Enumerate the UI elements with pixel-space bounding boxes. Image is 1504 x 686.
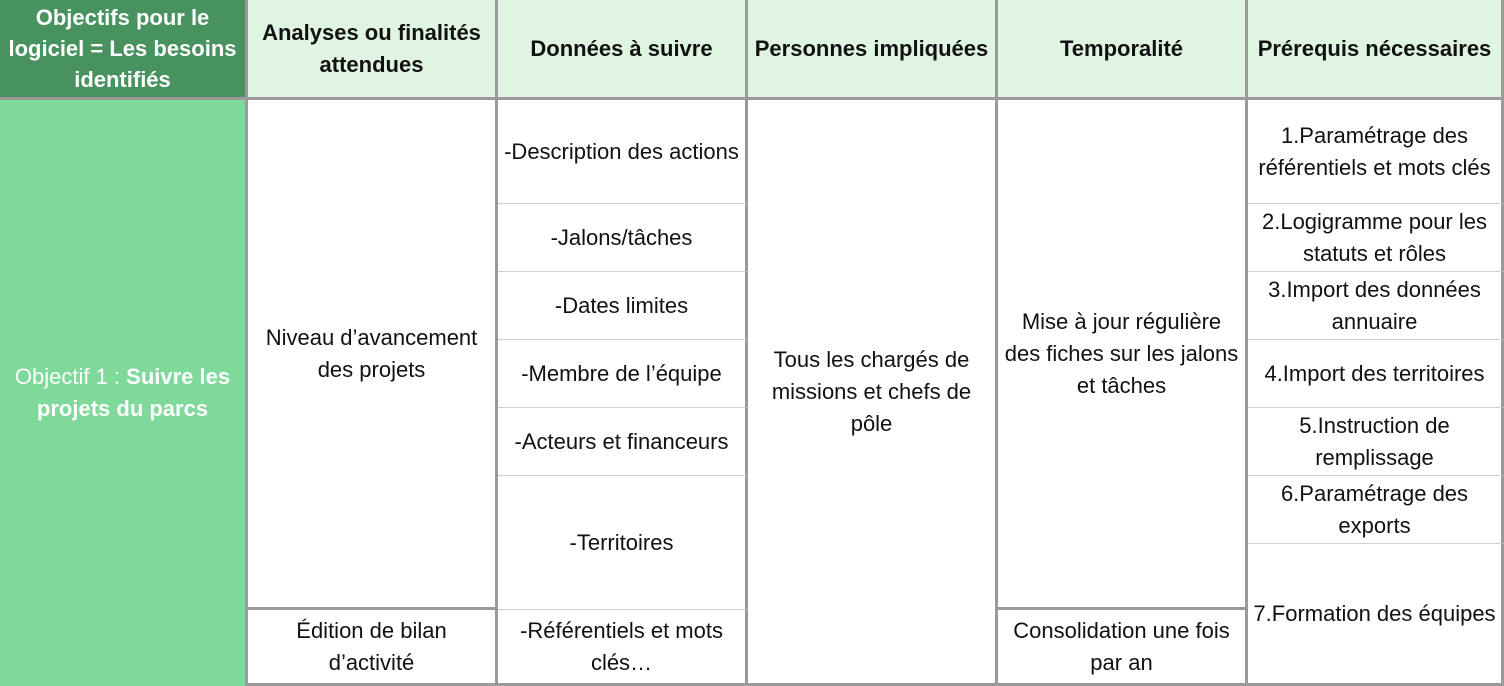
donnee-cell-5: -Acteurs et financeurs	[498, 408, 748, 476]
prerequis-cell-4: 4.Import des territoires	[1248, 340, 1504, 408]
donnee-cell-7: -Référentiels et mots clés…	[498, 610, 748, 686]
donnee-cell-4: -Membre de l’équipe	[498, 340, 748, 408]
prerequis-cell-3: 3.Import des données annuaire	[1248, 272, 1504, 340]
analyse-cell-2: Édition de bilan d’activité	[248, 610, 498, 686]
prerequis-cell-1: 1.Paramétrage des référentiels et mots clés	[1248, 100, 1504, 204]
prerequis-cell-2: 2.Logigramme pour les statuts et rôles	[1248, 204, 1504, 272]
donnee-cell-3: -Dates limites	[498, 272, 748, 340]
objective-prefix: Objectif 1 :	[14, 364, 127, 389]
analyse-cell-1: Niveau d’avancement des projets	[248, 100, 498, 610]
prerequis-cell-6: 6.Paramétrage des exports	[1248, 476, 1504, 544]
header-analyses: Analyses ou finalités attendues	[248, 0, 498, 100]
header-temporalite: Temporalité	[998, 0, 1248, 100]
donnee-cell-1: -Description des actions	[498, 100, 748, 204]
header-prerequis: Prérequis nécessaires	[1248, 0, 1504, 100]
objective-cell	[0, 100, 248, 686]
prerequis-cell-5: 5.Instruction de remplissage	[1248, 408, 1504, 476]
donnee-cell-6: -Territoires	[498, 476, 748, 610]
prerequis-cell-7: 7.Formation des équipes	[1248, 544, 1504, 686]
objective-emphasis: Suivre les projets du parcs	[36, 364, 231, 421]
temporalite-cell-2: Consolidation une fois par an	[998, 610, 1248, 686]
header-donnees: Données à suivre	[498, 0, 748, 100]
donnee-cell-2: -Jalons/tâches	[498, 204, 748, 272]
header-objectifs: Objectifs pour le logiciel = Les besoins identifiés	[0, 0, 248, 100]
temporalite-cell-1: Mise à jour régulière des fiches sur les jalons et tâches	[998, 100, 1248, 610]
objective-label	[4, 361, 241, 425]
header-personnes: Personnes impliquées	[748, 0, 998, 100]
personnes-cell: Tous les chargés de missions et chefs de pôle	[748, 100, 998, 686]
